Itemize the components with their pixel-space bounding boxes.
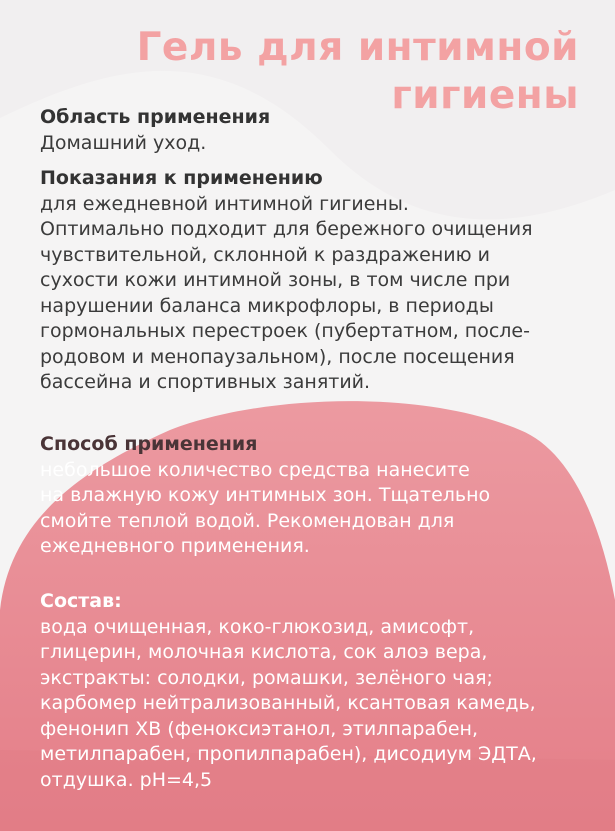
indications-line: гормональных перестроек (пубертатном, после- bbox=[40, 320, 530, 342]
section-composition bbox=[40, 589, 600, 793]
title-line-2: гигиены bbox=[391, 73, 579, 118]
usage-line: на влажную кожу интимных зон. Тщательно bbox=[40, 484, 491, 506]
composition-line: вода очищенная, коко-глюкозид, амисофт, bbox=[40, 615, 475, 638]
usage-line: небольшое количество средства нанесите bbox=[40, 458, 470, 481]
section-indications-text bbox=[40, 192, 600, 396]
section-area-heading: Область применения bbox=[40, 106, 271, 128]
usage-line: ежедневного применения. bbox=[40, 535, 310, 557]
usage-line: смойте теплой водой. Рекомендован для bbox=[40, 509, 455, 532]
indications-line: для ежедневной интимной гигиены. bbox=[40, 192, 409, 215]
composition-line: метилпарабен, пропилпарабен), дисодиум ЭДТА, bbox=[40, 743, 537, 765]
section-composition-text bbox=[40, 615, 600, 794]
title-line-1: Гель для интимной bbox=[136, 25, 579, 70]
section-composition-heading: Состав: bbox=[40, 590, 122, 612]
section-usage-heading: Способ применения bbox=[40, 433, 258, 455]
section-indications bbox=[40, 166, 600, 396]
indications-line: Оптимально подходит для бережного очищения bbox=[40, 218, 533, 240]
indications-line: сухости кожи интимной зоны, в том числе при bbox=[40, 269, 511, 291]
section-area-text: Домашний уход. bbox=[40, 131, 207, 154]
indications-line: нарушении баланса микрофлоры, в периоды bbox=[40, 294, 494, 317]
composition-line: глицерин, молочная кислота, сок алоэ вера, bbox=[40, 641, 488, 663]
section-area bbox=[40, 105, 600, 156]
section-usage bbox=[40, 432, 600, 560]
section-usage-text bbox=[40, 458, 600, 560]
composition-line: отдушка. pH=4,5 bbox=[40, 768, 213, 791]
indications-line: чувствительной, склонной к раздражению и bbox=[40, 243, 490, 266]
composition-line: карбомер нейтрализованный, ксантовая камедь, bbox=[40, 692, 536, 714]
indications-line: родовом и менопаузальном), после посещения bbox=[40, 345, 515, 368]
indications-line: бассейна и спортивных занятий. bbox=[40, 371, 371, 393]
section-indications-heading: Показания к применению bbox=[40, 167, 323, 189]
composition-line: фенонип ХВ (феноксиэтанол, этилпарабен, bbox=[40, 717, 479, 740]
composition-line: экстракты: солодки, ромашки, зелёного чая; bbox=[40, 666, 493, 689]
